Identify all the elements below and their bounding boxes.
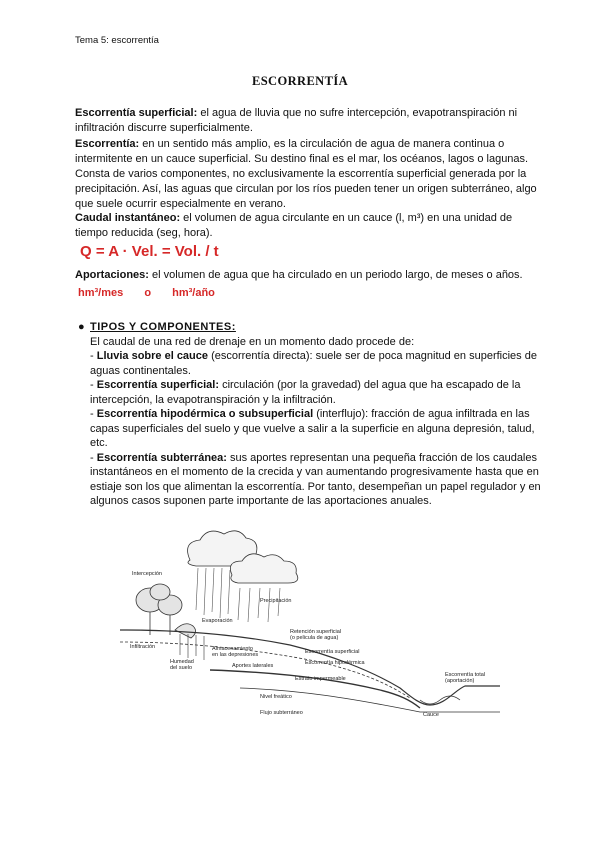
label-groundwater-flow: Flujo subterráneo: [260, 710, 303, 716]
definition-text: el agua de lluvia que no sufre intercepción, evapotranspiración ni infiltración discurre superficialmente.: [75, 107, 518, 134]
definition-instant-flow: [75, 211, 545, 241]
label-hypodermic: Escorrentía hipodérmica: [305, 660, 365, 666]
item-term: Lluvia sobre el cauce: [96, 350, 209, 362]
label-channel: Cauce: [423, 712, 439, 718]
list-item: [90, 378, 550, 407]
label-retention-1: Retención superficial: [290, 629, 342, 635]
item-term: Escorrentía superficial:: [96, 379, 220, 391]
label-total-runoff-2: (aportación): [445, 678, 475, 684]
term: Escorrentía:: [75, 138, 140, 150]
label-surface-runoff: Escorrentía superficial: [305, 649, 360, 655]
dash: -: [90, 379, 97, 391]
label-retention-2: (o pelicula de agua): [290, 635, 339, 641]
label-storage-2: en las depresiones: [212, 652, 259, 658]
term: Aportaciones:: [75, 269, 149, 281]
list-item: [90, 451, 550, 509]
units-line: [78, 287, 215, 299]
unit-separator: o: [144, 287, 152, 299]
definition-runoff: [75, 137, 545, 212]
unit-monthly: hm³/mes: [78, 287, 124, 299]
unit-yearly: hm³/año: [172, 287, 215, 299]
definition-text: el volumen de agua circulante en un cauce (l, m³) en una unidad de tiempo reducida (seg, hora).: [75, 212, 513, 239]
definition-contributions: [75, 268, 545, 283]
water-table: [240, 688, 500, 712]
runoff-diagram: [120, 530, 500, 730]
definition-text: el volumen de agua que ha circulado en un periodo largo, de meses o años.: [148, 269, 523, 281]
section-intro: El caudal de una red de drenaje en un momento dado procede de:: [90, 335, 415, 348]
label-precipitation: Precipitación: [260, 598, 292, 604]
label-evaporation: Evaporación: [202, 618, 233, 624]
term: Caudal instantáneo:: [75, 212, 181, 224]
dash: -: [90, 350, 97, 362]
infiltration-arrows: [180, 634, 204, 660]
label-total-runoff-1: Escorrentía total: [445, 672, 486, 678]
section-title: TIPOS Y COMPONENTES:: [90, 321, 236, 333]
dash: -: [90, 408, 97, 420]
definition-surface-runoff: [75, 106, 545, 136]
list-item: [90, 407, 550, 451]
item-term: Escorrentía subterránea:: [96, 451, 227, 464]
label-infiltration: Infiltración: [130, 644, 156, 650]
label-storage-1: Almacenamiento: [212, 646, 253, 652]
definition-text: en un sentido más amplio, es la circulación de agua de manera continua o intermitente en un cauce superficial. Su destino final es el mar, los océanos, lagos o lagunas. Consta de varios componentes, no exclusivamente la escorrentía superficial generada por la precipitación. Así, las aguas que circulan por los ríos pueden tener un origen subterráneo, algo que suele ocurrir especialmente en verano.: [75, 138, 537, 210]
label-water-table: Nivel freático: [260, 694, 292, 700]
dash: -: [90, 451, 97, 464]
page-title: ESCORRENTÍA: [251, 74, 349, 88]
page-header: Tema 5: escorrentía: [75, 35, 159, 46]
bullet-icon: ●: [78, 321, 85, 333]
item-term: Escorrentía hipodérmica o subsuperficial: [96, 408, 314, 420]
item-text: (interflujo): fracción de agua infiltrada en las capas superficiales del suelo y que vuelve a salir a la superficie en alguna depresión, talud, etc.: [90, 408, 535, 449]
flow-formula: Q = A · Vel. = Vol. / t: [80, 243, 219, 260]
list-item: [90, 349, 550, 378]
item-text: sus aportes representan una pequeña fracción de los caudales instantáneos en el momento de la crecida y van aumentando progresivamente hasta que en estiaje son los que alimentan la escorrentía. Por tanto, desempeñan un papel regulador y en algunos casos suponen parte importante de las aportaciones anuales.: [90, 451, 541, 507]
term: Escorrentía superficial:: [75, 107, 198, 119]
label-interception: Intercepción: [132, 571, 162, 577]
label-contributions: Aportes laterales: [232, 663, 274, 669]
label-soil-moisture-1: Humedad: [170, 659, 194, 665]
item-text: (escorrentía directa): suele ser de poca magnitud en superficies de aguas continentales.: [90, 350, 537, 377]
label-impermeable: Estrato impermeable: [295, 676, 346, 682]
types-section: [78, 320, 550, 509]
label-soil-moisture-2: del suelo: [170, 665, 193, 671]
item-text: circulación (por la gravedad) del agua que ha escapado de la intercepción, la evapotranspiración y la infiltración.: [90, 379, 521, 406]
